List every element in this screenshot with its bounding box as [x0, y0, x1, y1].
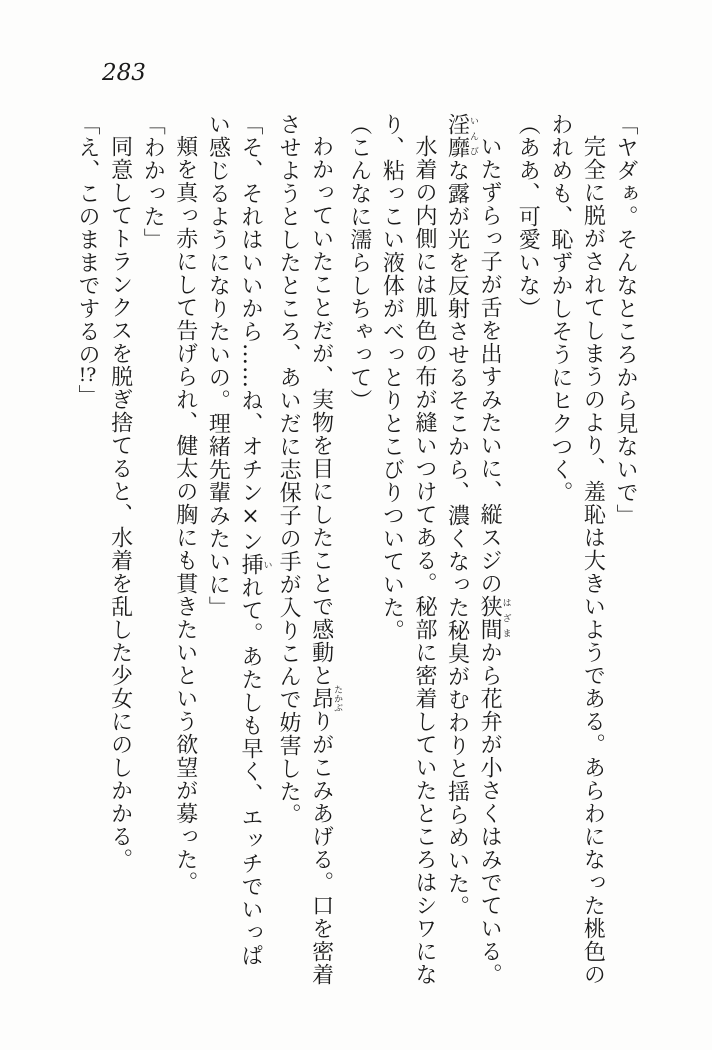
tate-chu-yoko-text: !? — [78, 366, 97, 385]
page-number: 283 — [102, 60, 146, 86]
ruby-annotated-text: 昂たかぶ — [308, 685, 343, 712]
paragraph-6-thought: （こんなに濡らしちゃって） — [346, 113, 372, 412]
paragraph-5-narration: 水着の内側には肌色の布が縫いつけてある。秘部に密着していたところはシワになり、粘っこい液体がべっとりとこびりついていた。 — [379, 113, 437, 986]
paragraph-1-dialogue: 「ヤダぁ。そんなところから見ないで」 — [613, 113, 638, 527]
ruby-annotated-text: 狭間はざま — [477, 595, 511, 641]
paragraph-2-narration: 完全に脱がされてしまうのより、羞恥は大きいようである。あらわになった桃色のわれめも、恥ずかしそうにヒクつく。 — [547, 113, 606, 986]
paragraph-12-dialogue: 「え、このままでするの!?」 — [75, 113, 100, 408]
paragraph-8-dialogue: 「そ、それはいいから……ね、オチン×ン挿いれて。あたしも早く、エッチでいっぱい感じるようになりたいの。理緒先輩みたいに」 — [205, 113, 272, 967]
paragraph-10-dialogue: 「わかった」 — [140, 113, 166, 251]
paragraph-3-thought: （ああ、可愛いな） — [515, 113, 541, 320]
paragraph-7-narration: わかっていたことだが、実物を目にしたことで感動と昂たかぶりがこみあげる。口を密着させようとしたところ、あいだに志保子の手が入りこんで妨害した。 — [276, 113, 343, 986]
ruby-annotated-text: 挿い — [237, 553, 272, 576]
paragraph-9-narration: 頬を真っ赤にして告げられ、健太の胸にも貫きたいという欲望が募った。 — [172, 135, 198, 894]
paragraph-4-narration: いたずらっ子が舌を出すみたいに、縦スジの狭間はざまから花弁が小さくはみでている。淫靡いんびな露が光を反射させるそこから、濃くなった秘臭がむわりと揺らめいた。 — [444, 113, 511, 986]
paragraph-11-narration: 同意してトランクスを脱ぎ捨てると、水着を乱した少女にのしかかる。 — [107, 135, 133, 871]
ruby-annotated-text: 淫靡いんび — [444, 113, 479, 159]
text-block — [70, 113, 641, 989]
